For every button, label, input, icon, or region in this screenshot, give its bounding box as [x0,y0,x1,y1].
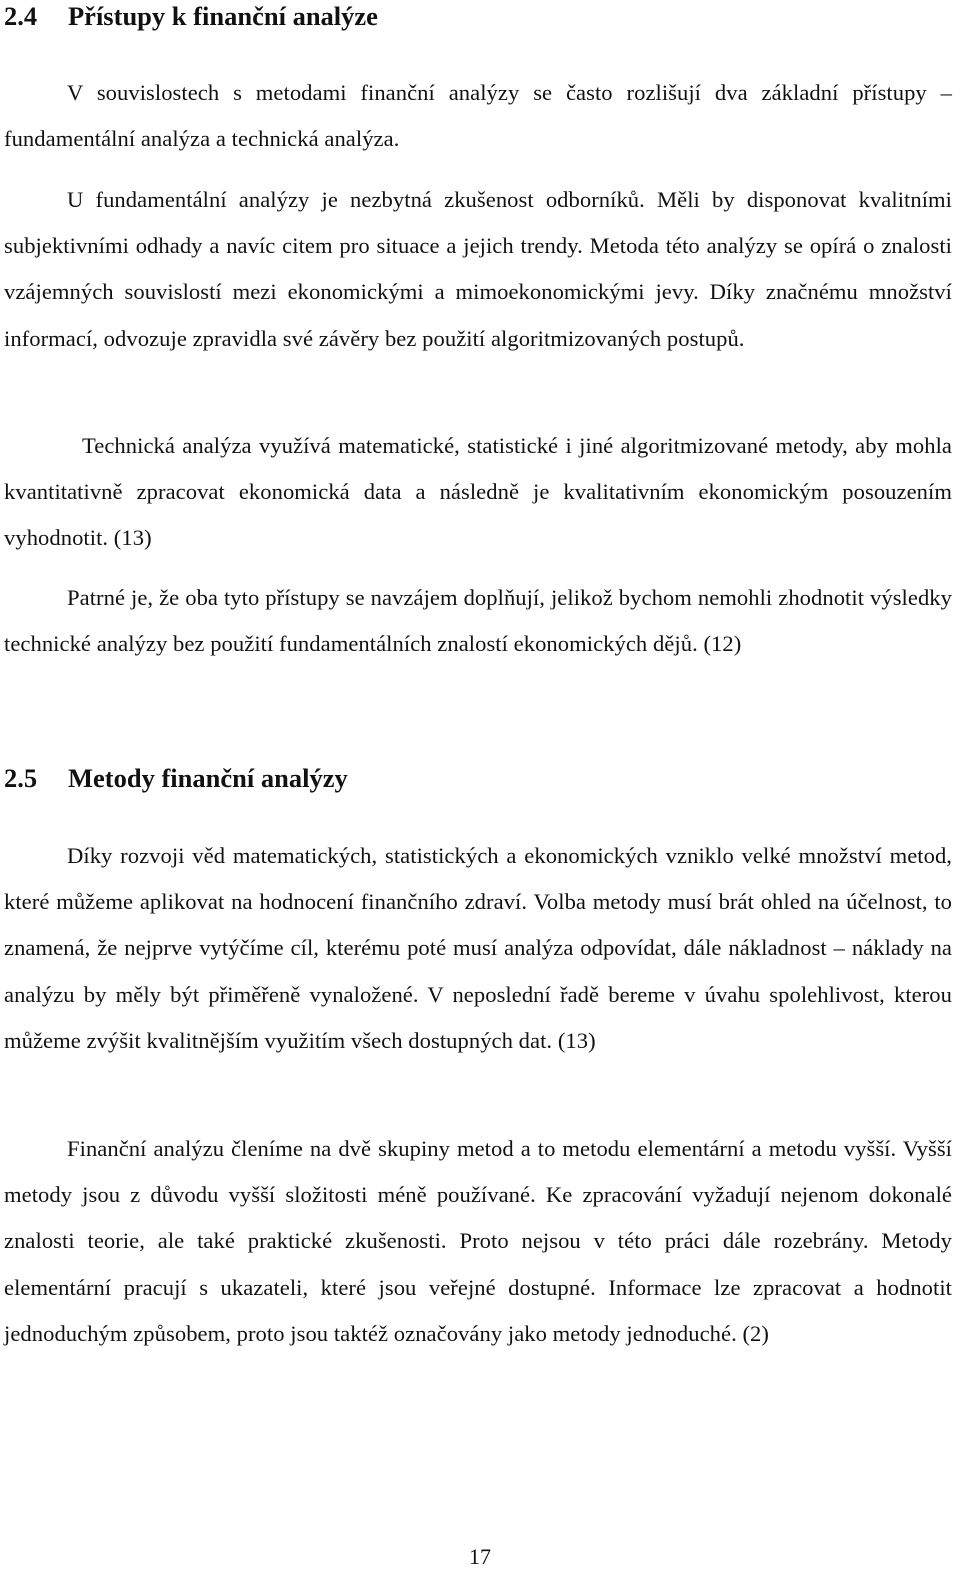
paragraph: Finanční analýzu členíme na dvě skupiny metod a to metodu elementární a metodu vyšší. Vyšší metody jsou z důvodu vyšší složitosti méně používané. Ke zpracování vyžadují nejenom dokonalé znalosti teorie, ale také praktické zkušenosti. Proto nejsou v této práci dále rozebrány. Metody elementární pracují s ukazateli, které jsou veřejné dostupné. Informace lze zpracovat a hodnotit jednoduchým způsobem, proto jsou taktéž označovány jako metody jednoduché. (2) [4,1136,952,1346]
section-number: 2.5 [4,763,38,793]
paragraph: Díky rozvoji věd matematických, statistických a ekonomických vzniklo velké množství metod, které můžeme aplikovat na hodnocení finančního zdraví. Volba metody musí brát ohled na účelnost, to znamená, že nejprve vytýčíme cíl, kterému poté musí analýza odpovídat, dále nákladnost – náklady na analýzu by měly být přiměřeně vynaložené. V neposlední řadě bereme v úvahu spolehlivost, kterou můžeme zvýšit kvalitnějším využitím všech dostupných dat. (13) [4,843,952,1053]
section-heading-2-5 [4,762,348,794]
paragraph: Patrné je, že oba tyto přístupy se navzájem doplňují, jelikož bychom nemohli zhodnotit výsledky technické analýzy bez použití fundamentálních znalostí ekonomických dějů. (12) [4,585,952,657]
section-heading-2-4 [4,0,378,32]
section-number: 2.4 [4,1,38,31]
paragraph: Technická analýza využívá matematické, statistické i jiné algoritmizované metody, aby mohla kvantitativně zpracovat ekonomická data a následně je kvalitativním ekonomickým posouzením vyhodnotit. (13) [4,433,952,551]
paragraph: U fundamentální analýzy je nezbytná zkušenost odborníků. Měli by disponovat kvalitními subjektivními odhady a navíc citem pro situace a jejich trendy. Metoda této analýzy se opírá o znalosti vzájemných souvislostí mezi ekonomickými a mimoekonomickými jevy. Díky značnému množství informací, odvozuje zpravidla své závěry bez použití algoritmizovaných postupů. [4,187,952,351]
section-title: Metody finanční analýzy [68,763,348,793]
paragraph: V souvislostech s metodami finanční analýzy se často rozlišují dva základní přístupy – fundamentální analýza a technická analýza. [4,80,952,152]
section-title: Přístupy k finanční analýze [68,1,378,31]
page-number: 17 [469,1544,491,1569]
